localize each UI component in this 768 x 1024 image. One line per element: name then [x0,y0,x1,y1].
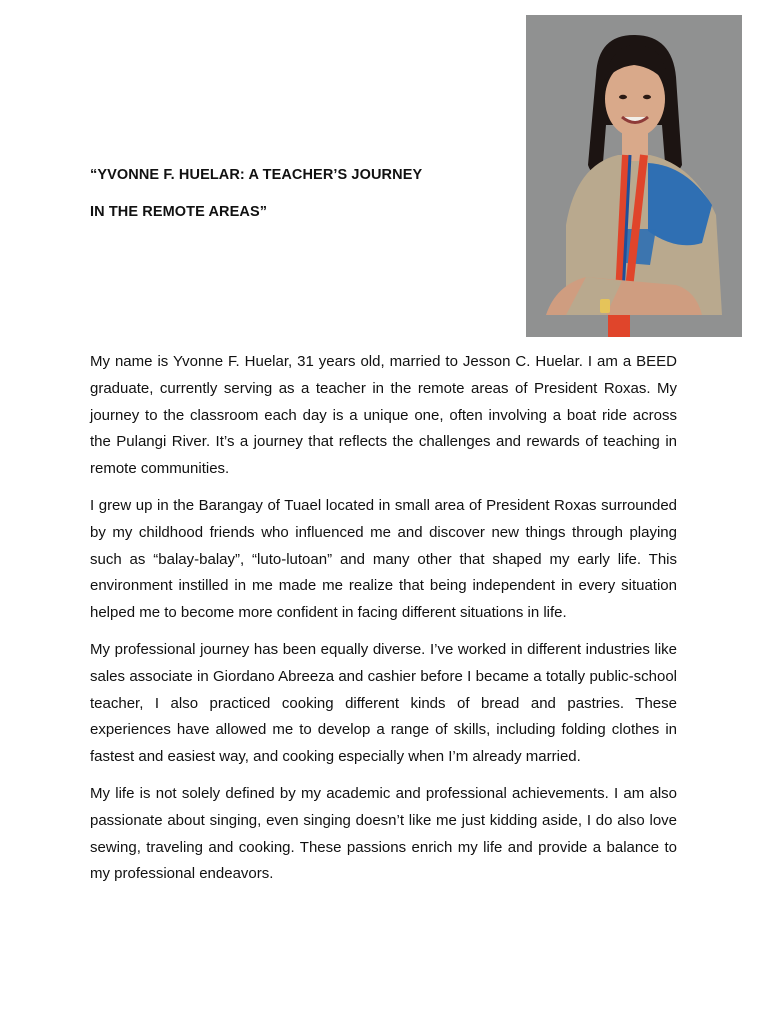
document-title [90,165,510,222]
portrait-photo [526,15,742,337]
title-line-2: IN THE REMOTE AREAS” [90,204,268,220]
paragraph-1: My name is Yvonne F. Huelar, 31 years old, married to Jesson C. Huelar. I am a BEED graduate, currently serving as a teacher in the remote areas of President Roxas. My journey to the classroom each day is a unique one, often involving a boat ride across the Pulangi River. It’s a journey that reflects the challenges and rewards of teaching in remote communities. [90,353,677,478]
paragraph-3: My professional journey has been equally diverse. I’ve worked in different industries like sales associate in Giordano Abreeza and cashier before I became a totally public-school teacher, I also practiced cooking different kinds of bread and pastries. These experiences have allowed me to develop a range of skills, including folding clothes in fastest and easiest way, and cooking especially when I’m already married. [90,640,677,766]
title-line-1: “YVONNE F. HUELAR: A TEACHER’S JOURNEY [90,167,423,183]
paragraph-4: My life is not solely defined by my academic and professional achievements. I am also passionate about singing, even singing doesn’t like me just kidding aside, I do also love sewing, traveling and cooking. These passions enrich my life and provide a balance to my professional endeavors. [90,784,677,883]
body-text [90,349,677,898]
paragraph-2: I grew up in the Barangay of Tuael located in small area of President Roxas surrounded by my childhood friends who influenced me and discover new things through playing such as “balay-balay”, “luto-lutoan” and many other that shaped my early life. This environment instilled in me made me realize that being independent in every situation helped me to become more confident in facing different situations in life. [90,496,677,622]
portrait-photo-icon [526,15,742,337]
